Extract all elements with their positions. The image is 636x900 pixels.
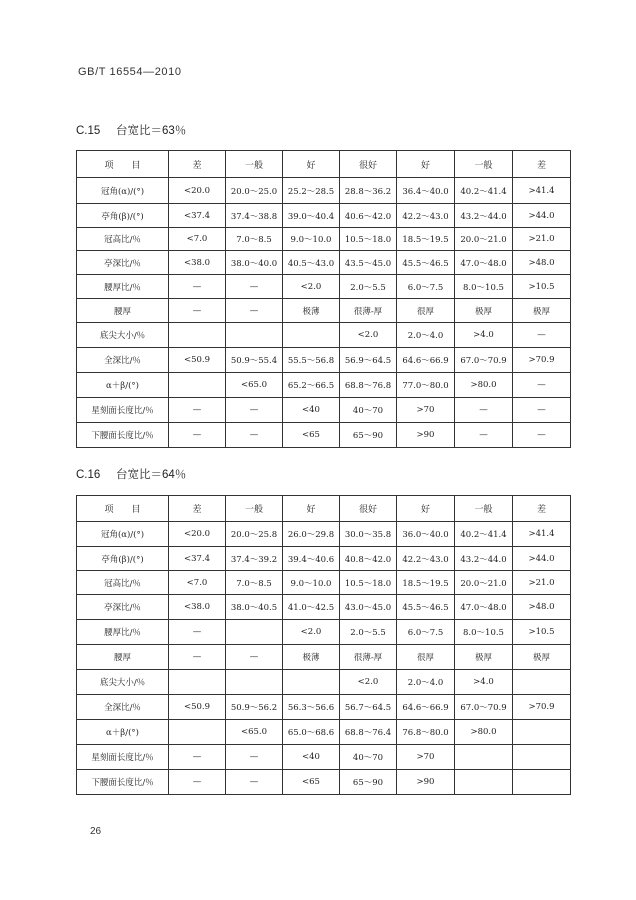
table-row (77, 571, 571, 595)
table-cell: — (169, 275, 226, 299)
row-label: 全深比/％ (77, 348, 169, 373)
section-title: 台宽比＝63％ (116, 125, 187, 137)
table-cell: — (169, 423, 226, 448)
row-label: 底尖大小/％ (77, 670, 169, 695)
table-cell: 6.0～7.5 (397, 620, 455, 645)
table-cell (169, 373, 226, 398)
section-number: C.16 (76, 469, 101, 481)
column-header: 一般 (455, 496, 513, 522)
column-header: 一般 (455, 151, 513, 178)
table-cell: >48.0 (513, 251, 571, 275)
table-cell (169, 323, 226, 348)
table-cell: 20.0～21.0 (455, 571, 513, 595)
row-label: 下腰面长度比/％ (77, 423, 169, 448)
table-cell: 56.3～56.6 (283, 695, 340, 720)
table-cell (455, 770, 513, 795)
table-cell (226, 620, 283, 645)
table-cell: — (169, 398, 226, 423)
table-cell: 2.0～5.5 (340, 275, 397, 299)
table-row (77, 720, 571, 745)
table-cell: 40～70 (340, 398, 397, 423)
row-label: 冠角(α)/(°) (77, 178, 169, 204)
table-cell: 43.2～44.0 (455, 204, 513, 228)
table-cell: — (455, 398, 513, 423)
table-cell: >41.4 (513, 178, 571, 204)
table-cell: 6.0～7.5 (397, 275, 455, 299)
table-cell: >44.0 (513, 547, 571, 571)
table-cell: 43.5～45.0 (340, 251, 397, 275)
table-cell (226, 670, 283, 695)
section-heading-c16 (76, 466, 186, 482)
table-row (77, 348, 571, 373)
table-cell: — (169, 620, 226, 645)
table-cell: — (226, 645, 283, 670)
table-cell (169, 720, 226, 745)
table-cell: 极厚 (513, 645, 571, 670)
table-cell (513, 745, 571, 770)
table-cell: >80.0 (455, 373, 513, 398)
section-number: C.15 (76, 125, 101, 137)
table-row (77, 522, 571, 547)
row-label: 腰厚比/％ (77, 275, 169, 299)
standard-code: GB/T 16554—2010 (78, 66, 182, 78)
table-cell: >70 (397, 745, 455, 770)
table-cell: 45.5～46.5 (397, 251, 455, 275)
table-cell (283, 670, 340, 695)
table-cell: >80.0 (455, 720, 513, 745)
table-cell: 77.0～80.0 (397, 373, 455, 398)
table-row (77, 398, 571, 423)
row-label: 全深比/％ (77, 695, 169, 720)
grading-table-c15 (76, 150, 571, 448)
section-heading-c15 (76, 122, 186, 138)
table-cell: — (226, 398, 283, 423)
table-cell: 25.2～28.5 (283, 178, 340, 204)
table-cell: <65.0 (226, 720, 283, 745)
table-cell: <50.9 (169, 348, 226, 373)
table-cell: <37.4 (169, 547, 226, 571)
row-label: 亭角(β)/(°) (77, 547, 169, 571)
column-header: 好 (283, 496, 340, 522)
column-header: 好 (283, 151, 340, 178)
table-cell: 67.0～70.9 (455, 695, 513, 720)
row-label: 下腰面长度比/％ (77, 770, 169, 795)
table-cell: >48.0 (513, 595, 571, 620)
column-header: 项 目 (77, 496, 169, 522)
table-row (77, 547, 571, 571)
row-label: 冠高比/％ (77, 571, 169, 595)
column-header: 差 (513, 151, 571, 178)
table-cell: 9.0～10.0 (283, 228, 340, 251)
table-row (77, 228, 571, 251)
table-cell (455, 745, 513, 770)
header-row (77, 151, 571, 178)
table-cell: 55.5～56.8 (283, 348, 340, 373)
table-cell (283, 323, 340, 348)
table-cell: 42.2～43.0 (397, 547, 455, 571)
table-cell: 39.4～40.6 (283, 547, 340, 571)
table-cell: 36.4～40.0 (397, 178, 455, 204)
table-cell: — (226, 275, 283, 299)
table-cell: 50.9～55.4 (226, 348, 283, 373)
table-cell: — (513, 373, 571, 398)
table-row (77, 645, 571, 670)
table-cell: 40.5～43.0 (283, 251, 340, 275)
table-row (77, 670, 571, 695)
table-cell: 56.7～64.5 (340, 695, 397, 720)
table-cell: — (455, 423, 513, 448)
table-cell: 40.6～42.0 (340, 204, 397, 228)
table-cell: 18.5～19.5 (397, 571, 455, 595)
table-cell: >4.0 (455, 323, 513, 348)
table-cell: 64.6～66.9 (397, 695, 455, 720)
table-cell: >21.0 (513, 571, 571, 595)
table-cell: <2.0 (283, 620, 340, 645)
table-cell: 43.0～45.0 (340, 595, 397, 620)
table-cell: >10.5 (513, 620, 571, 645)
table-cell: >70.9 (513, 695, 571, 720)
table-cell: 极厚 (513, 299, 571, 323)
page-number: 26 (90, 826, 102, 837)
table-cell: 8.0～10.5 (455, 275, 513, 299)
column-header: 很好 (340, 151, 397, 178)
table-cell: 43.2～44.0 (455, 547, 513, 571)
row-label: 亭深比/％ (77, 251, 169, 275)
table-cell: 7.0～8.5 (226, 571, 283, 595)
table-cell: — (513, 398, 571, 423)
column-header: 差 (169, 496, 226, 522)
table-cell: 极薄 (283, 299, 340, 323)
table-row (77, 251, 571, 275)
table-cell: >70 (397, 398, 455, 423)
table-cell: 20.0～25.0 (226, 178, 283, 204)
table-cell: 50.9～56.2 (226, 695, 283, 720)
table-cell: <40 (283, 398, 340, 423)
table-cell: 65.0～68.6 (283, 720, 340, 745)
row-label: 亭深比/％ (77, 595, 169, 620)
row-label: 星刻面长度比/％ (77, 398, 169, 423)
table-cell: <7.0 (169, 571, 226, 595)
table-cell: 37.4～38.8 (226, 204, 283, 228)
table-cell: 64.6～66.9 (397, 348, 455, 373)
table-cell: >44.0 (513, 204, 571, 228)
table-row (77, 323, 571, 348)
table-row (77, 204, 571, 228)
table-cell (513, 670, 571, 695)
table-cell: <2.0 (283, 275, 340, 299)
table-cell (226, 323, 283, 348)
table-cell: 极薄 (283, 645, 340, 670)
table-cell (513, 770, 571, 795)
table-cell: <40 (283, 745, 340, 770)
table-cell: 38.0～40.0 (226, 251, 283, 275)
table-cell: >10.5 (513, 275, 571, 299)
table-cell: — (169, 299, 226, 323)
table-cell: 68.8～76.8 (340, 373, 397, 398)
table-cell: >4.0 (455, 670, 513, 695)
table-row (77, 178, 571, 204)
table-cell: 10.5～18.0 (340, 571, 397, 595)
table-cell: 极厚 (455, 299, 513, 323)
row-label: 亭角(β)/(°) (77, 204, 169, 228)
table-cell: <37.4 (169, 204, 226, 228)
table-cell: 41.0～42.5 (283, 595, 340, 620)
table-cell: <38.0 (169, 251, 226, 275)
table-row (77, 373, 571, 398)
row-label: 腰厚 (77, 299, 169, 323)
table-cell: 36.0～40.0 (397, 522, 455, 547)
table-cell: <20.0 (169, 522, 226, 547)
table-cell: 47.0～48.0 (455, 251, 513, 275)
table-cell (513, 720, 571, 745)
table-cell: — (226, 770, 283, 795)
table-cell: — (226, 745, 283, 770)
table-cell: — (169, 770, 226, 795)
table-cell: 很厚 (397, 645, 455, 670)
table-cell: 极厚 (455, 645, 513, 670)
table-cell: 30.0～35.8 (340, 522, 397, 547)
table-row (77, 620, 571, 645)
column-header: 一般 (226, 496, 283, 522)
table-cell: 76.8～80.0 (397, 720, 455, 745)
table-cell: 2.0～5.5 (340, 620, 397, 645)
table-cell: >41.4 (513, 522, 571, 547)
column-header: 项 目 (77, 151, 169, 178)
table-cell: <50.9 (169, 695, 226, 720)
table-cell: — (226, 299, 283, 323)
row-label: 冠高比/％ (77, 228, 169, 251)
table-row (77, 299, 571, 323)
grading-table-c16 (76, 495, 571, 795)
table-cell (169, 670, 226, 695)
table-cell: 40～70 (340, 745, 397, 770)
table-cell: 38.0～40.5 (226, 595, 283, 620)
row-label: 星刻面长度比/％ (77, 745, 169, 770)
table-cell: 40.2～41.4 (455, 522, 513, 547)
table-cell: 9.0～10.0 (283, 571, 340, 595)
column-header: 差 (513, 496, 571, 522)
column-header: 好 (397, 496, 455, 522)
column-header: 很好 (340, 496, 397, 522)
table-cell: 42.2～43.0 (397, 204, 455, 228)
table-cell: 28.8～36.2 (340, 178, 397, 204)
table-cell: 68.8～76.4 (340, 720, 397, 745)
table-cell: 56.9～64.5 (340, 348, 397, 373)
row-label: α＋β/(°) (77, 373, 169, 398)
row-label: 冠角(α)/(°) (77, 522, 169, 547)
table-cell: >21.0 (513, 228, 571, 251)
table-cell: <65.0 (226, 373, 283, 398)
table-cell: 10.5～18.0 (340, 228, 397, 251)
table-cell: — (169, 645, 226, 670)
table-cell: 20.0～21.0 (455, 228, 513, 251)
column-header: 一般 (226, 151, 283, 178)
table-cell: >70.9 (513, 348, 571, 373)
table-cell: 47.0～48.0 (455, 595, 513, 620)
table-cell: 39.0～40.4 (283, 204, 340, 228)
table-cell: 40.8～42.0 (340, 547, 397, 571)
row-label: 底尖大小/％ (77, 323, 169, 348)
table-cell: 65～90 (340, 423, 397, 448)
row-label: 腰厚 (77, 645, 169, 670)
table-cell: 45.5～46.5 (397, 595, 455, 620)
header-row (77, 496, 571, 522)
table-cell: 2.0～4.0 (397, 323, 455, 348)
table-cell: <65 (283, 770, 340, 795)
table-cell: 很薄-厚 (340, 645, 397, 670)
table-cell: 26.0～29.8 (283, 522, 340, 547)
table-row (77, 770, 571, 795)
table-cell: >90 (397, 423, 455, 448)
table-cell: — (513, 323, 571, 348)
table-cell: 40.2～41.4 (455, 178, 513, 204)
table-cell: — (513, 423, 571, 448)
table-cell: <65 (283, 423, 340, 448)
table-cell: 2.0～4.0 (397, 670, 455, 695)
table-cell: <2.0 (340, 670, 397, 695)
table-cell: <7.0 (169, 228, 226, 251)
table-row (77, 275, 571, 299)
table-cell: 8.0～10.5 (455, 620, 513, 645)
table-cell: 20.0～25.8 (226, 522, 283, 547)
table-cell: 65～90 (340, 770, 397, 795)
column-header: 差 (169, 151, 226, 178)
table-cell: >90 (397, 770, 455, 795)
row-label: 腰厚比/％ (77, 620, 169, 645)
table-cell: 很薄-厚 (340, 299, 397, 323)
table-cell: 7.0～8.5 (226, 228, 283, 251)
table-row (77, 745, 571, 770)
table-cell: 65.2～66.5 (283, 373, 340, 398)
table-cell: 67.0～70.9 (455, 348, 513, 373)
table-row (77, 695, 571, 720)
table-cell: — (226, 423, 283, 448)
table-cell: 18.5～19.5 (397, 228, 455, 251)
table-cell: — (169, 745, 226, 770)
table-row (77, 423, 571, 448)
table-cell: 很厚 (397, 299, 455, 323)
row-label: α＋β/(°) (77, 720, 169, 745)
table-cell: <20.0 (169, 178, 226, 204)
table-cell: <2.0 (340, 323, 397, 348)
table-row (77, 595, 571, 620)
section-title: 台宽比＝64％ (116, 469, 187, 481)
table-cell: <38.0 (169, 595, 226, 620)
table-cell: 37.4～39.2 (226, 547, 283, 571)
column-header: 好 (397, 151, 455, 178)
